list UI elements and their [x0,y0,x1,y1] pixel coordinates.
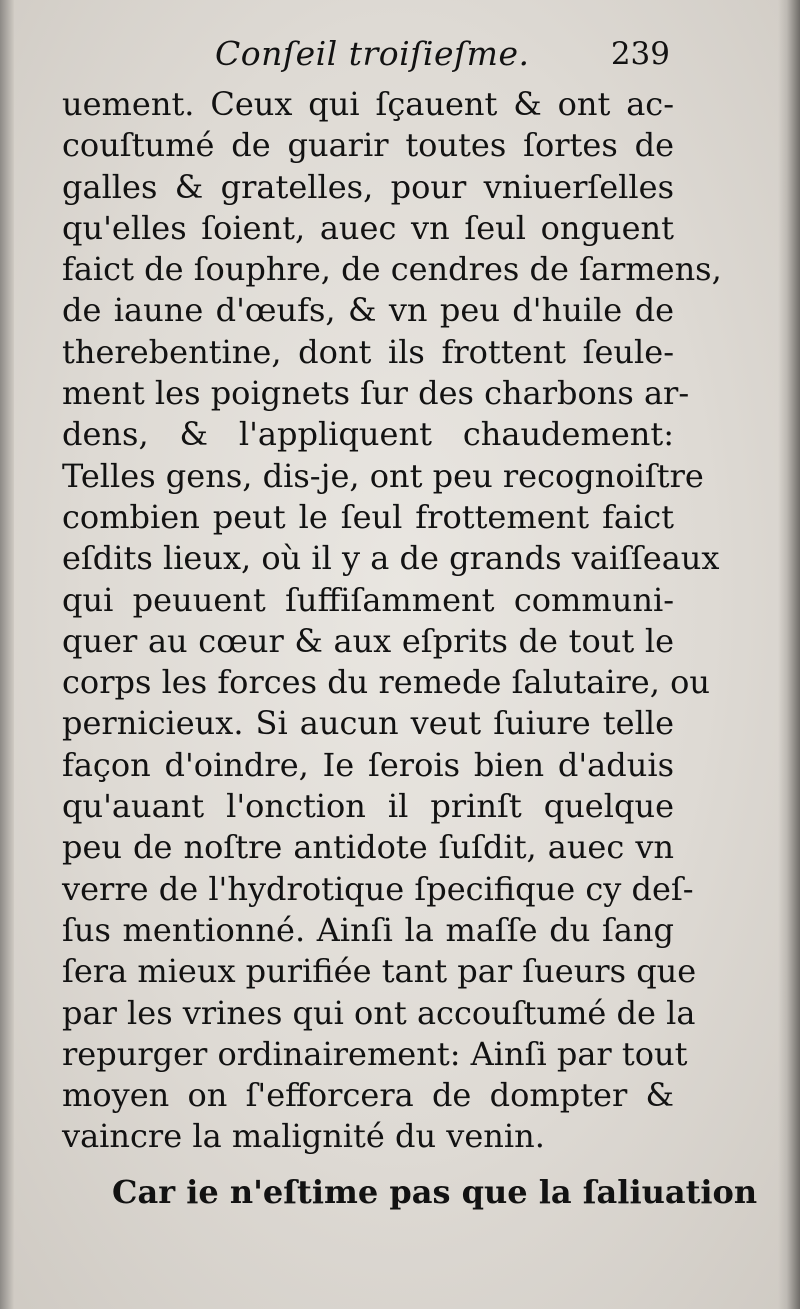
text-line-paragraph-start: Car ie n'eſtime pas que la ſaliuation [112,1172,758,1211]
text-line: faict de ſouphre, de cendres de ſarmens, [62,250,722,289]
text-line: qui peuuent ſuffiſamment communi- [62,580,674,619]
text-line: galles & gratelles, pour vniuerſelles [62,167,674,206]
text-line: corps les forces du remede ſalutaire, ou [62,663,710,702]
text-line: qu'auant l'onction il prinſt quelque [62,787,674,826]
text-line: pernicieux. Si aucun veut ſuiure telle [62,704,674,743]
page-header [60,34,670,84]
text-line: uement. Ceux qui ſçauent & ont ac- [62,85,674,123]
text-line: quer au cœur & aux eſprits de tout le [62,621,674,660]
body-text [62,84,758,1213]
page-right-edge-shadow [778,0,800,1309]
text-line: Telles gens, dis-je, ont peu recognoiſtre [62,456,704,495]
running-title: Conſeil troiſieſme. [215,34,530,73]
text-line: de iaune d'œufs, & vn peu d'huile de [62,291,674,330]
text-line: par les vrines qui ont accouſtumé de la [62,993,696,1032]
text-line: therebentine, dont ils frottent ſeule- [62,332,674,371]
text-line: façon d'oindre, Ie ſerois bien d'aduis [62,745,674,784]
text-line: ment les poignets ſur des charbons ar- [62,374,690,413]
page-left-edge-shadow [0,0,14,1309]
text-line: ſus mentionné. Ainſi la maſſe du ſang [62,910,674,949]
paragraph-gap [62,1158,674,1172]
text-line: qu'elles ſoient, auec vn ſeul onguent [62,208,674,247]
text-line: verre de l'hydrotique ſpecifique cy deſ- [62,869,694,908]
text-line: peu de noſtre antidote ſuſdit, auec vn [62,828,674,867]
text-line: dens, & l'appliquent chaudement: [62,415,674,454]
text-line: combien peut le ſeul frottement faict [62,497,674,536]
text-line: eſdits lieux, où il y a de grands vaiſſeaux [62,539,720,578]
text-line-paragraph-end: vaincre la malignité du venin. [62,1117,545,1156]
text-line: moyen on ſ'efforcera de dompter & [62,1076,674,1115]
text-line: couſtumé de guarir toutes ſortes de [62,126,674,165]
page-number: 239 [610,36,670,72]
text-line: ſera mieux purifiée tant par ſueurs que [62,952,697,991]
text-line: repurger ordinairement: Ainſi par tout [62,1034,688,1073]
